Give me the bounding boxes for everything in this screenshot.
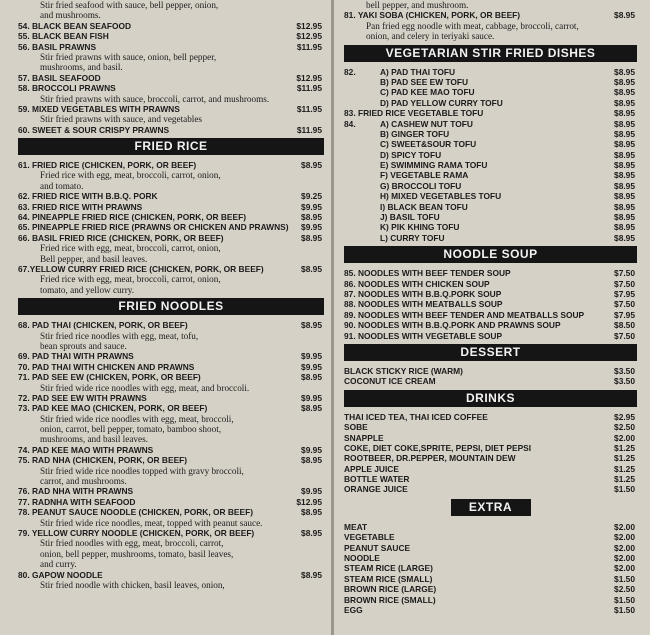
description-text: carrot, and mushrooms. xyxy=(40,476,127,487)
menu-item-row xyxy=(12,222,330,232)
description-text: and curry. xyxy=(40,559,77,570)
menu-item-name: 69. PAD THAI WITH PRAWNS xyxy=(18,351,134,362)
description-text: bell pepper, and mushroom. xyxy=(366,0,469,10)
menu-item-price: $8.95 xyxy=(301,527,322,538)
menu-item-price: $9.95 xyxy=(301,361,322,372)
menu-item-description xyxy=(12,181,330,191)
menu-item-name: 76. RAD NHA WITH PRAWNS xyxy=(18,486,134,497)
menu-item-price: $8.95 xyxy=(614,191,635,202)
menu-item-price: $8.95 xyxy=(614,10,635,21)
menu-item-row xyxy=(12,528,330,538)
menu-item-description xyxy=(12,580,330,590)
menu-item-price: $8.95 xyxy=(614,160,635,171)
description-text: Fried rice with egg, meat, broccoli, carrot, onion, xyxy=(40,243,221,254)
menu-item-description xyxy=(12,538,330,548)
menu-item-option: F) VEGETABLE RAMA xyxy=(380,170,469,181)
menu-item-row xyxy=(338,170,643,180)
menu-item-description xyxy=(12,424,330,434)
menu-item-name: 59. MIXED VEGETABLES WITH PRAWNS xyxy=(18,103,180,114)
menu-column-left xyxy=(12,0,330,635)
menu-item-price: $9.95 xyxy=(301,351,322,362)
menu-item-description xyxy=(12,52,330,62)
menu-item-price: $9.95 xyxy=(301,392,322,403)
menu-item-name: ROOTBEER, DR.PEPPER, MOUNTAIN DEW xyxy=(344,453,516,464)
description-text: Stir fried prawns with sauce, onion, bell pepper, xyxy=(40,51,217,62)
menu-item-price: $7.95 xyxy=(614,309,635,320)
menu-item-row xyxy=(338,222,643,232)
menu-item-price: $9.25 xyxy=(301,191,322,202)
description-text: Stir fried prawns with sauce, and vegetables xyxy=(40,114,203,125)
menu-item-row xyxy=(338,233,643,243)
description-text: Fried rice with egg, meat, broccoli, carrot, onion, xyxy=(40,170,221,181)
menu-item-row xyxy=(338,320,643,330)
menu-item-name: 71. PAD SEE EW (CHICKEN, PORK, OR BEEF) xyxy=(18,372,201,383)
menu-item-row xyxy=(12,570,330,580)
menu-item-name: NOODLE xyxy=(344,553,380,564)
menu-item-price: $2.00 xyxy=(614,542,635,553)
menu-item-name: 89. NOODLES WITH BEEF TENDER AND MEATBALLS SOUP xyxy=(344,309,585,320)
menu-item-description xyxy=(12,285,330,295)
description-text: and mushrooms. xyxy=(40,10,101,21)
menu-item-row xyxy=(338,595,643,605)
menu-item-name: EGG xyxy=(344,604,363,615)
menu-item-description xyxy=(12,466,330,476)
menu-item-row xyxy=(12,362,330,372)
description-text: Stir fried noodles with egg, meat, broccoli, carrot, xyxy=(40,538,224,549)
menu-item-option: K) PIK KHING TOFU xyxy=(380,222,460,233)
menu-item-name: 61. FRIED RICE (CHICKEN, PORK, OR BEEF) xyxy=(18,160,197,171)
menu-item-price: $7.95 xyxy=(614,288,635,299)
menu-item-name: 74. PAD KEE MAO WITH PRAWNS xyxy=(18,444,154,455)
menu-item-option: C) PAD KEE MAO TOFU xyxy=(380,87,475,98)
menu-item-row xyxy=(12,125,330,135)
menu-item-row xyxy=(12,83,330,93)
menu-item-price: $8.95 xyxy=(614,108,635,119)
description-text: Stir fried noodle with chicken, basil leaves, onion, xyxy=(40,579,225,590)
menu-item-row xyxy=(338,108,643,118)
menu-item-option: A) PAD THAI TOFU xyxy=(380,66,456,77)
menu-item-price: $12.95 xyxy=(296,72,322,83)
menu-item-row xyxy=(338,605,643,615)
menu-item-name: BROWN RICE (LARGE) xyxy=(344,584,437,595)
menu-item-description xyxy=(12,243,330,253)
menu-item-row xyxy=(12,486,330,496)
menu-item-option: I) BLACK BEAN TOFU xyxy=(380,201,468,212)
menu-item-price: $7.50 xyxy=(614,330,635,341)
description-text: Fried rice with egg, meat, broccoli, carrot, onion, xyxy=(40,274,221,285)
menu-item-name: 60. SWEET & SOUR CRISPY PRAWNS xyxy=(18,124,170,135)
section-header: VEGETARIAN STIR FRIED DISHES xyxy=(344,45,637,62)
menu-item-name: APPLE JUICE xyxy=(344,463,399,474)
menu-item-price: $9.95 xyxy=(301,444,322,455)
menu-item-price: $2.50 xyxy=(614,422,635,433)
menu-item-price: $11.95 xyxy=(296,124,322,135)
description-text: mushrooms, and basil leaves. xyxy=(40,434,148,445)
menu-item-price: $8.95 xyxy=(614,180,635,191)
menu-item-name: 54. BLACK BEAN SEAFOOD xyxy=(18,20,132,31)
description-text: Stir fried rice noodles with egg, meat, tofu, xyxy=(40,330,199,341)
menu-item-price: $1.50 xyxy=(614,594,635,605)
menu-item-name: STEAM RICE (SMALL) xyxy=(344,573,433,584)
menu-item-row xyxy=(12,191,330,201)
menu-item-row xyxy=(338,422,643,432)
menu-item-price: $8.95 xyxy=(614,222,635,233)
menu-item-row xyxy=(12,351,330,361)
menu-item-price: $2.00 xyxy=(614,432,635,443)
menu-item-name: 66. BASIL FRIED RICE (CHICKEN, PORK, OR BEEF) xyxy=(18,232,224,243)
menu-item-description xyxy=(12,341,330,351)
menu-item-name: 84. xyxy=(344,118,356,129)
menu-item-name: 87. NOODLES WITH B.B.Q.PORK SOUP xyxy=(344,288,502,299)
menu-item-option: D) PAD YELLOW CURRY TOFU xyxy=(380,97,503,108)
menu-item-price: $9.95 xyxy=(301,486,322,497)
menu-item-name: 56. BASIL PRAWNS xyxy=(18,41,97,52)
menu-item-row xyxy=(338,464,643,474)
menu-item-price: $1.25 xyxy=(614,474,635,485)
menu-item-row xyxy=(338,433,643,443)
description-text: mushrooms, and basil. xyxy=(40,62,123,73)
menu-item-row xyxy=(12,73,330,83)
menu-item-price: $8.95 xyxy=(301,212,322,223)
menu-item-name: 82. xyxy=(344,66,356,77)
menu-item-price: $2.00 xyxy=(614,521,635,532)
menu-item-price: $8.95 xyxy=(614,232,635,243)
menu-item-row xyxy=(338,150,643,160)
description-text: Stir fried wide rice noodles with egg, meat, broccoli, xyxy=(40,413,234,424)
menu-item-option: C) SWEET&SOUR TOFU xyxy=(380,139,477,150)
menu-item-name: 77. RADNHA WITH SEAFOOD xyxy=(18,496,136,507)
description-text: bean sprouts and sauce. xyxy=(40,340,127,351)
menu-item-option: G) BROCCOLI TOFU xyxy=(380,180,462,191)
menu-item-price: $2.95 xyxy=(614,411,635,422)
menu-item-price: $8.95 xyxy=(614,149,635,160)
menu-item-name: 57. BASIL SEAFOOD xyxy=(18,72,101,83)
menu-item-price: $1.25 xyxy=(614,463,635,474)
menu-item-description xyxy=(12,254,330,264)
menu-item-row xyxy=(12,212,330,222)
menu-item-price: $8.95 xyxy=(614,128,635,139)
menu-item-row xyxy=(338,443,643,453)
menu-item-row xyxy=(12,31,330,41)
menu-item-price: $11.95 xyxy=(296,103,322,114)
description-text: Stir fried prawns with sauce, broccoli, carrot, and mushrooms. xyxy=(40,93,270,104)
description-text: Stir fried wide rice noodles topped with gravy broccoli, xyxy=(40,465,244,476)
menu-item-description xyxy=(12,518,330,528)
menu-item-option: J) BASIL TOFU xyxy=(380,212,440,223)
menu-item-option: L) CURRY TOFU xyxy=(380,232,445,243)
menu-item-row xyxy=(338,119,643,129)
menu-item-price: $9.95 xyxy=(301,201,322,212)
menu-item-price: $11.95 xyxy=(296,41,322,52)
menu-item-description xyxy=(12,559,330,569)
menu-item-row xyxy=(338,129,643,139)
menu-item-price: $8.50 xyxy=(614,320,635,331)
section-header: DRINKS xyxy=(344,390,637,407)
menu-item-option: B) GINGER TOFU xyxy=(380,128,450,139)
menu-item-price: $1.50 xyxy=(614,573,635,584)
section-header: FRIED RICE xyxy=(18,138,324,155)
menu-item-description xyxy=(338,31,643,41)
menu-item-price: $8.95 xyxy=(301,569,322,580)
menu-item-description xyxy=(12,274,330,284)
section-header: EXTRA xyxy=(451,499,531,516)
menu-item-name: BLACK STICKY RICE (WARM) xyxy=(344,365,463,376)
menu-item-name: 80. GAPOW NOODLE xyxy=(18,569,103,580)
menu-item-price: $8.95 xyxy=(614,201,635,212)
menu-item-description xyxy=(12,549,330,559)
menu-item-row xyxy=(338,299,643,309)
menu-item-price: $8.95 xyxy=(614,118,635,129)
menu-item-row xyxy=(12,507,330,517)
menu-item-name: THAI ICED TEA, THAI ICED COFFEE xyxy=(344,411,488,422)
menu-item-row xyxy=(12,455,330,465)
menu-item-row xyxy=(338,453,643,463)
menu-item-row xyxy=(338,160,643,170)
menu-item-description xyxy=(12,476,330,486)
menu-item-row xyxy=(338,279,643,289)
menu-item-row xyxy=(12,233,330,243)
menu-item-name: 81. YAKI SOBA (CHICKEN, PORK, OR BEEF) xyxy=(344,10,521,21)
menu-item-row xyxy=(12,372,330,382)
description-text: Pan fried egg noodle with meat, cabbage, broccoli, carrot, xyxy=(366,20,579,31)
menu-item-row xyxy=(338,522,643,532)
menu-item-row xyxy=(12,104,330,114)
menu-item-row xyxy=(338,484,643,494)
menu-item-price: $8.95 xyxy=(301,372,322,383)
description-text: onion, and celery in teriyaki sauce. xyxy=(366,31,495,42)
menu-item-price: $8.95 xyxy=(301,263,322,274)
menu-item-row xyxy=(338,584,643,594)
menu-item-row xyxy=(338,532,643,542)
menu-item-row xyxy=(338,87,643,97)
description-text: Bell pepper, and basil leaves. xyxy=(40,253,148,264)
menu-item-name: VEGETABLE xyxy=(344,532,395,543)
menu-item-price: $1.50 xyxy=(614,484,635,495)
menu-item-row xyxy=(338,310,643,320)
menu-item-name: 86. NOODLES WITH CHICKEN SOUP xyxy=(344,278,490,289)
menu-item-name: 70. PAD THAI WITH CHICKEN AND PRAWNS xyxy=(18,361,195,372)
menu-item-name: PEANUT SAUCE xyxy=(344,542,411,553)
menu-item-name: 79. YELLOW CURRY NOODLE (CHICKEN, PORK, OR BEEF) xyxy=(18,527,255,538)
menu-item-row xyxy=(338,10,643,20)
menu-item-row xyxy=(12,445,330,455)
menu-item-row xyxy=(12,202,330,212)
menu-item-row xyxy=(338,191,643,201)
menu-item-name: 63. FRIED RICE WITH PRAWNS xyxy=(18,201,143,212)
menu-item-name: 85. NOODLES WITH BEEF TENDER SOUP xyxy=(344,268,511,279)
menu-item-name: 91. NOODLES WITH VEGETABLE SOUP xyxy=(344,330,503,341)
menu-item-price: $8.95 xyxy=(301,160,322,171)
menu-column-right xyxy=(338,0,643,635)
menu-item-price: $8.95 xyxy=(614,212,635,223)
menu-item-row xyxy=(338,543,643,553)
menu-item-description xyxy=(12,10,330,20)
menu-item-row xyxy=(338,67,643,77)
menu-item-name: MEAT xyxy=(344,521,368,532)
menu-item-description xyxy=(12,414,330,424)
menu-item-name: 75. RAD NHA (CHICKEN, PORK, OR BEEF) xyxy=(18,455,188,466)
menu-item-row xyxy=(338,77,643,87)
description-text: onion, carrot, bell pepper, tomato, bamboo shoot, xyxy=(40,424,222,435)
menu-item-price: $8.95 xyxy=(301,320,322,331)
menu-item-row xyxy=(338,268,643,278)
menu-item-row xyxy=(12,403,330,413)
menu-item-price: $8.95 xyxy=(614,87,635,98)
menu-item-price: $8.95 xyxy=(301,455,322,466)
menu-item-price: $8.95 xyxy=(301,232,322,243)
section-header: NOODLE SOUP xyxy=(344,246,637,263)
menu-item-description xyxy=(12,383,330,393)
menu-item-row xyxy=(338,331,643,341)
menu-item-name: ORANGE JUICE xyxy=(344,484,408,495)
menu-item-name: 83. FRIED RICE VEGETABLE TOFU xyxy=(344,108,484,119)
menu-item-price: $7.50 xyxy=(614,278,635,289)
menu-item-name: 65. PINEAPPLE FRIED RICE (PRAWNS OR CHICKEN AND PRAWNS) xyxy=(18,222,289,233)
menu-item-price: $2.00 xyxy=(614,563,635,574)
menu-item-description xyxy=(12,170,330,180)
menu-item-name: 78. PEANUT SAUCE NOODLE (CHICKEN, PORK, OR BEEF) xyxy=(18,507,253,518)
menu-item-option: A) CASHEW NUT TOFU xyxy=(380,118,473,129)
menu-item-option: E) SWIMMING RAMA TOFU xyxy=(380,160,488,171)
menu-item-name: STEAM RICE (LARGE) xyxy=(344,563,433,574)
menu-item-price: $12.95 xyxy=(296,31,322,42)
menu-item-price: $3.50 xyxy=(614,376,635,387)
menu-item-description xyxy=(12,0,330,10)
menu-item-description xyxy=(338,0,643,10)
menu-item-name: 55. BLACK BEAN FISH xyxy=(18,31,109,42)
menu-item-option: B) PAD SEE EW TOFU xyxy=(380,76,469,87)
menu-item-description xyxy=(12,434,330,444)
menu-item-description xyxy=(12,62,330,72)
menu-item-row xyxy=(338,202,643,212)
section-header: FRIED NOODLES xyxy=(18,298,324,315)
menu-item-price: $2.00 xyxy=(614,553,635,564)
menu-item-price: $8.95 xyxy=(614,97,635,108)
menu-item-description xyxy=(12,114,330,124)
menu-item-price: $12.95 xyxy=(296,496,322,507)
menu-item-name: BOTTLE WATER xyxy=(344,474,410,485)
menu-item-price: $8.95 xyxy=(614,170,635,181)
menu-item-name: 64. PINEAPPLE FRIED RICE (CHICKEN, PORK, OR BEEF) xyxy=(18,212,247,223)
menu-item-row xyxy=(12,42,330,52)
menu-item-row xyxy=(338,212,643,222)
menu-item-name: 58. BROCCOLI PRAWNS xyxy=(18,83,116,94)
menu-item-row xyxy=(338,289,643,299)
menu-item-price: $7.50 xyxy=(614,268,635,279)
menu-item-row xyxy=(338,474,643,484)
menu-item-name: 90. NOODLES WITH B.B.Q.PORK AND PRAWNS SOUP xyxy=(344,320,561,331)
menu-item-row xyxy=(338,139,643,149)
menu-item-price: $1.50 xyxy=(614,604,635,615)
description-text: Stir fried seafood with sauce, bell pepper, onion, xyxy=(40,0,219,10)
menu-item-price: $8.95 xyxy=(614,76,635,87)
menu-item-price: $9.95 xyxy=(301,222,322,233)
section-header: DESSERT xyxy=(344,344,637,361)
menu-item-price: $8.95 xyxy=(301,507,322,518)
menu-item-name: COKE, DIET COKE,SPRITE, PEPSI, DIET PEPSI xyxy=(344,442,532,453)
menu-item-option: D) SPICY TOFU xyxy=(380,149,442,160)
menu-item-name: SOBE xyxy=(344,422,368,433)
menu-item-price: $3.50 xyxy=(614,365,635,376)
menu-item-row xyxy=(338,553,643,563)
menu-item-price: $11.95 xyxy=(296,83,322,94)
description-text: Stir fried wide rice noodles with egg, meat, and broccoli. xyxy=(40,382,250,393)
column-divider xyxy=(331,0,334,635)
menu-item-description xyxy=(12,331,330,341)
menu-item-name: 88. NOODLES WITH MEATBALLS SOUP xyxy=(344,299,503,310)
menu-item-row xyxy=(12,21,330,31)
menu-item-price: $8.95 xyxy=(614,66,635,77)
menu-item-name: 67.YELLOW CURRY FRIED RICE (CHICKEN, PORK, OR BEEF) xyxy=(18,263,264,274)
menu-item-name: 73. PAD KEE MAO (CHICKEN, PORK, OR BEEF) xyxy=(18,403,208,414)
menu-item-name: COCONUT ICE CREAM xyxy=(344,376,436,387)
description-text: tomato, and yellow curry. xyxy=(40,284,135,295)
description-text: and tomato. xyxy=(40,180,84,191)
menu-item-row xyxy=(338,181,643,191)
menu-item-price: $8.95 xyxy=(614,139,635,150)
menu-item-row xyxy=(338,574,643,584)
menu-item-row xyxy=(12,393,330,403)
menu-item-price: $12.95 xyxy=(296,20,322,31)
menu-item-row xyxy=(12,497,330,507)
menu-item-price: $1.25 xyxy=(614,442,635,453)
menu-item-row xyxy=(12,320,330,330)
menu-item-row xyxy=(338,376,643,386)
menu-item-price: $1.25 xyxy=(614,453,635,464)
menu-item-row xyxy=(338,412,643,422)
menu-item-price: $8.95 xyxy=(301,403,322,414)
menu-item-price: $2.00 xyxy=(614,532,635,543)
menu-item-row xyxy=(12,264,330,274)
menu-item-option: H) MIXED VEGETABLES TOFU xyxy=(380,191,502,202)
menu-item-price: $2.50 xyxy=(614,584,635,595)
menu-item-price: $7.50 xyxy=(614,299,635,310)
menu-item-name: BROWN RICE (SMALL) xyxy=(344,594,436,605)
menu-item-name: SNAPPLE xyxy=(344,432,384,443)
description-text: Stir fried wide rice noodles, meat, topped with peanut sauce. xyxy=(40,517,263,528)
menu-item-row xyxy=(338,563,643,573)
menu-item-name: 62. FRIED RICE WITH B.B.Q. PORK xyxy=(18,191,158,202)
menu-item-row xyxy=(338,98,643,108)
menu-item-name: 72. PAD SEE EW WITH PRAWNS xyxy=(18,392,147,403)
description-text: onion, bell pepper, mushrooms, tomato, basil leaves, xyxy=(40,548,234,559)
menu-item-description xyxy=(338,21,643,31)
menu-item-row xyxy=(12,160,330,170)
menu-item-row xyxy=(338,366,643,376)
menu-item-description xyxy=(12,94,330,104)
menu-item-name: 68. PAD THAI (CHICKEN, PORK, OR BEEF) xyxy=(18,320,188,331)
